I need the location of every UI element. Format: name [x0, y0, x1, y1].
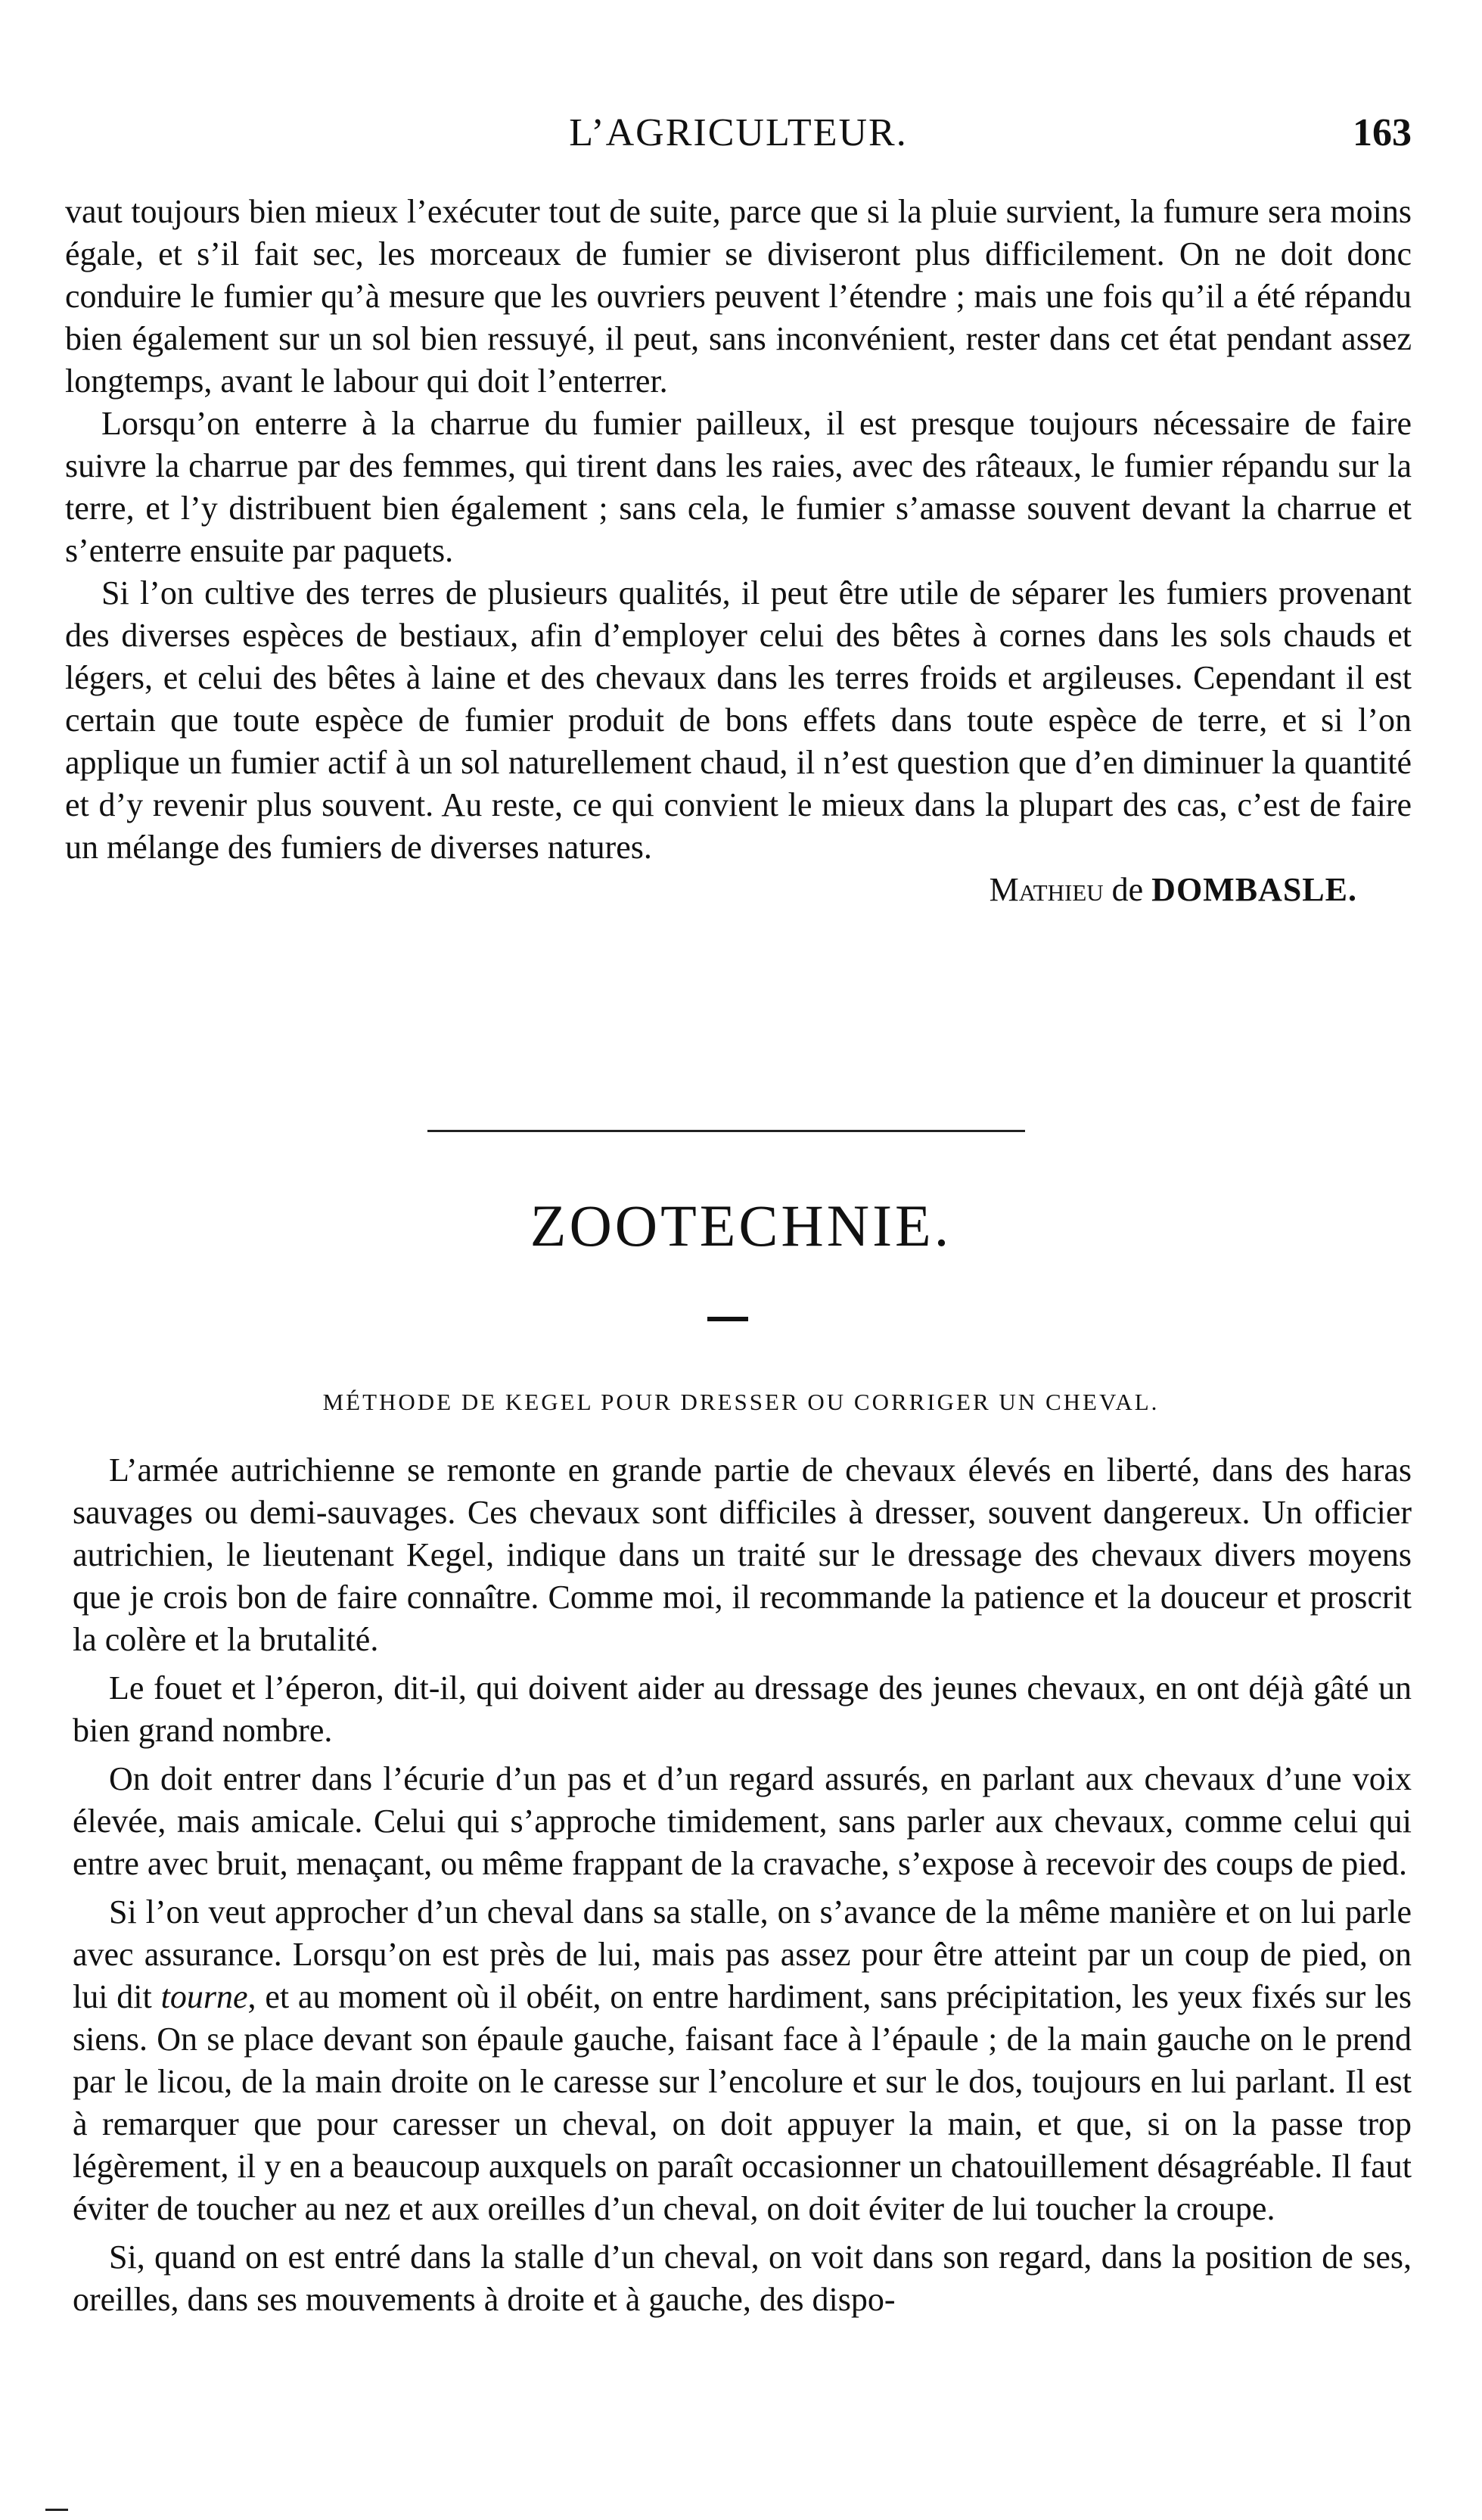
section-title: ZOOTECHNIE.	[530, 1193, 952, 1258]
paragraph: Lorsqu’on enterre à la charrue du fumier pailleux, il est presque toujours nécessaire de faire suivre la charrue par des femmes, qui tirent dans les raies, avec des râteaux, le fumier répandu sur la terre, et l’y distribuent bien également ; sans cela, le fumier s’amasse souvent devant la charrue et s’enterre ensuite par paquets.	[65, 405, 1412, 569]
italic-word: tourne	[160, 1978, 248, 2015]
paragraph: L’armée autrichienne se remonte en grande partie de chevaux élevés en liberté, dans des haras sauvages ou demi-sauvages. Ces chevaux sont difficiles à dresser, souvent dangereux. Un officier autrichien, le lieutenant Kegel, indique dans un traité sur le dressage des chevaux divers moyens que je crois bon de faire connaître. Comme moi, il recommande la patience et la douceur et proscrit la colère et la brutalité.	[73, 1451, 1412, 1658]
title-dash	[707, 1317, 748, 1321]
continued-article	[65, 191, 1412, 911]
paragraph-text: Si l’on veut approcher d’un cheval dans sa stalle, on s’avance de la même manière et on lui parle avec assurance. Lorsqu’on est près de lui, mais pas assez pour être atteint par un coup de pied, on lui dit	[73, 1893, 1412, 2015]
paragraph: vaut toujours bien mieux l’exécuter tout de suite, parce que si la pluie survient, la fumure sera moins égale, et s’il fait sec, les morceaux de fumier se diviseront plus difficilement. On ne doit donc conduire le fumier qu’à mesure que les ouvriers peuvent l’étendre ; mais une fois qu’il a été répandu bien également sur un sol bien ressuyé, il peut, sans inconvénient, rester dans cet état pendant assez longtemps, avant le labour qui doit l’enterrer.	[65, 193, 1412, 400]
paragraph: Si, quand on est entré dans la stalle d’un cheval, on voit dans son regard, dans la position de ses, oreilles, dans ses mouvements à droite et à gauche, des dispo-	[73, 2238, 1412, 2318]
paragraph: Si l’on cultive des terres de plusieurs qualités, il peut être utile de séparer les fumiers provenant des diverses espèces de bestiaux, afin d’employer celui des bêtes à cornes dans les sols chauds et légers, et celui des bêtes à laine et des chevaux dans les terres froids et argileuses. Cependant il est certain que toute espèce de fumier produit de bons effets dans toute espèce de terre, et si l’on applique un fumier actif à un sol naturellement chaud, il n’est question que d’en diminuer la quantité et d’y revenir plus souvent. Au reste, ce qui convient le mieux dans la plupart des cas, c’est de faire un mélange des fumiers de diverses natures.	[65, 574, 1412, 866]
margin-mark	[45, 2509, 68, 2511]
page-number: 163	[1353, 111, 1412, 154]
page-header	[65, 110, 1412, 163]
signature-connector: de	[1111, 871, 1144, 908]
author-signature	[65, 869, 1412, 911]
paragraph: On doit entrer dans l’écurie d’un pas et d’un regard assurés, en parlant aux chevaux d’une voix élevée, mais amicale. Celui qui s’approche timidement, sans parler aux chevaux, comme celui qui entre avec bruit, menaçant, ou même frappant de la cravache, s’expose à recevoir des coups de pied.	[73, 1760, 1412, 1882]
signature-last-name: DOMBASLE.	[1151, 871, 1357, 908]
paragraph	[73, 1891, 1412, 2230]
section-divider	[427, 1130, 1025, 1132]
signature-first-name: Mathieu	[989, 871, 1104, 908]
paragraph: Le fouet et l’éperon, dit-il, qui doivent aider au dressage des jeunes chevaux, en ont déjà gâté un bien grand nombre.	[73, 1669, 1412, 1749]
paragraph-text: , et au moment où il obéit, on entre hardiment, sans précipitation, les yeux fixés sur les siens. On se place devant son épaule gauche, faisant face à l’épaule ; de la main gauche on le prend par le licou, de la main droite on le caresse sur l’encolure et sur le dos, toujours en lui parlant. Il est à remarquer que pour caresser un cheval, on doit appuyer la main, et que, si on la passe trop légèrement, il y en a beaucoup auxquels on paraît occasionner un chatouillement désagréable. Il faut éviter de toucher au nez et aux oreilles d’un cheval, on doit éviter de lui toucher la croupe.	[73, 1978, 1412, 2227]
article-subtitle: MÉTHODE DE KEGEL POUR DRESSER OU CORRIGER UN CHEVAL.	[322, 1389, 1160, 1415]
running-title: L’AGRICULTEUR.	[569, 111, 908, 154]
article-body	[73, 1449, 1412, 2321]
